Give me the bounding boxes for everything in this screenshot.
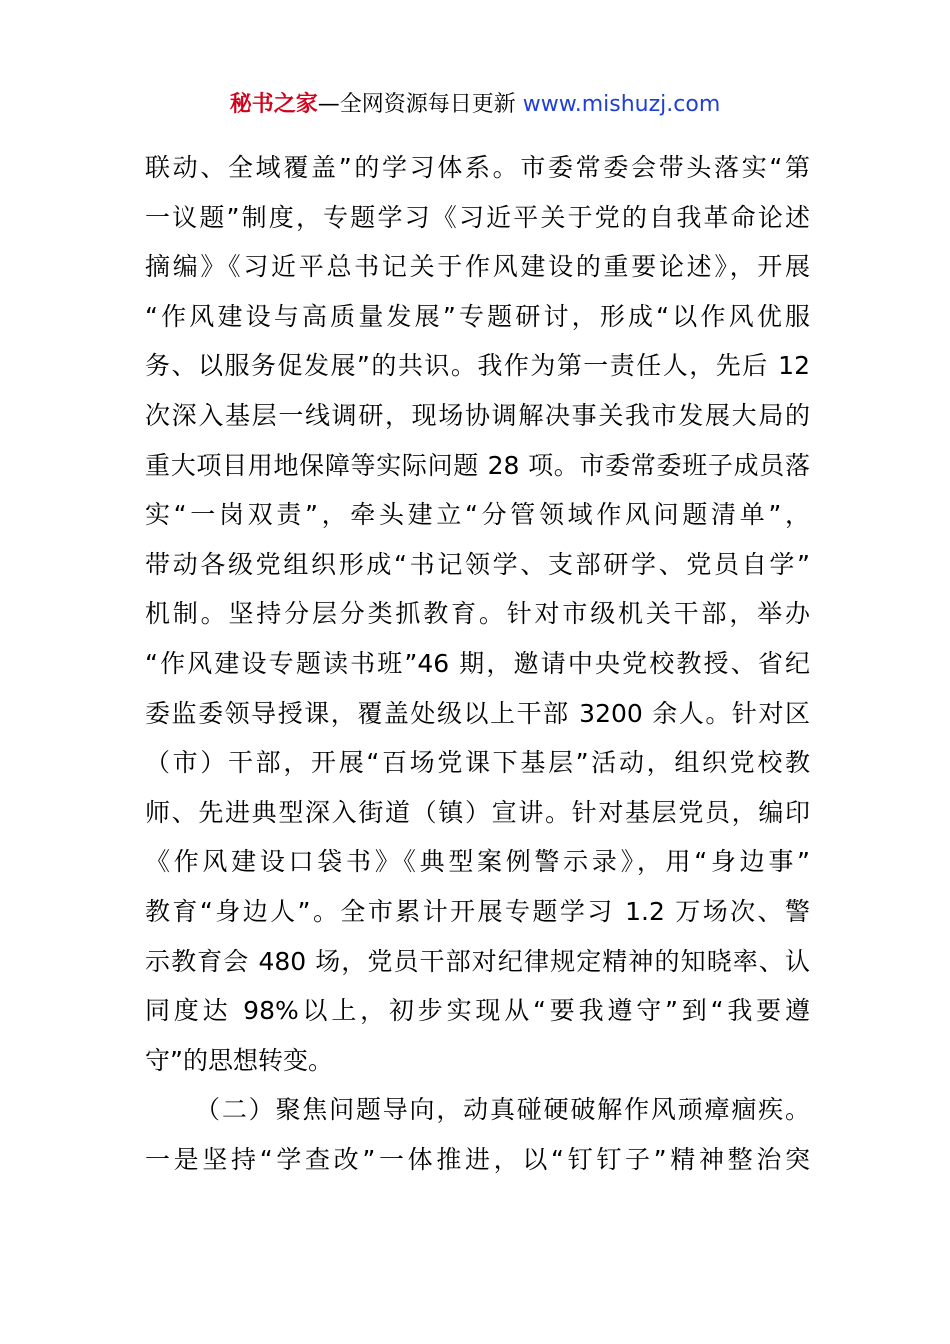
text-line: 联动、全域覆盖”的学习体系。市委常委会带头落实“第 [145,153,810,182]
header-tagline: —全网资源每日更新 [317,92,516,117]
text-line: 机制。坚持分层分类抓教育。针对市级机关干部，举办 [145,599,810,629]
text-line: （市）干部，开展“百场党课下基层”活动，组织党校教 [145,748,810,778]
text-line: 师、先进典型深入街道（镇）宣讲。针对基层党员，编印 [145,797,810,827]
text-line: “作风建设专题读书班”46 期，邀请中央党校教授、省纪 [145,648,810,678]
text-line: 务、以服务促发展”的共识。我作为第一责任人，先后 12 [145,351,810,381]
text-line: 委监委领导授课，覆盖处级以上干部 3200 余人。针对区 [145,698,810,728]
text-line: 示教育会 480 场，党员干部对纪律规定精神的知晓率、认 [145,946,810,976]
text-line: 教育“身边人”。全市累计开展专题学习 1.2 万场次、警 [145,896,810,926]
site-link[interactable]: www.mishuzj.com [515,92,721,117]
text-line: 重大项目用地保障等实际问题 28 项。市委常委班子成员落 [145,450,810,480]
text-line: “作风建设与高质量发展”专题研讨，形成“以作风优服 [145,301,810,331]
text-line: 带动各级党组织形成“书记领学、支部研学、党员自学” [145,549,810,579]
page-header [0,88,950,122]
document-body [145,143,810,1184]
text-line: 摘编》《习近平总书记关于作风建设的重要论述》，开展 [145,252,810,282]
section-heading: （二）聚焦问题导向，动真碰硬破解作风顽瘴痼疾。 [195,1095,810,1125]
text-line: 次深入基层一线调研，现场协调解决事关我市发展大局的 [145,400,810,430]
text-line: 《作风建设口袋书》《典型案例警示录》，用“身边事” [145,847,810,877]
text-line: 实“一岗双责”，牵头建立“分管领域作风问题清单”， [145,500,810,530]
text-line: 同度达 98%以上，初步实现从“要我遵守”到“我要遵 [145,996,810,1026]
text-line: 一是坚持“学查改”一体推进，以“钉钉子”精神整治突 [145,1144,810,1174]
brand-name: 秘书之家 [229,92,318,117]
text-line: 一议题”制度，专题学习《习近平关于党的自我革命论述 [145,202,810,232]
paragraph-end-line: 守”的思想转变。 [145,1045,333,1075]
